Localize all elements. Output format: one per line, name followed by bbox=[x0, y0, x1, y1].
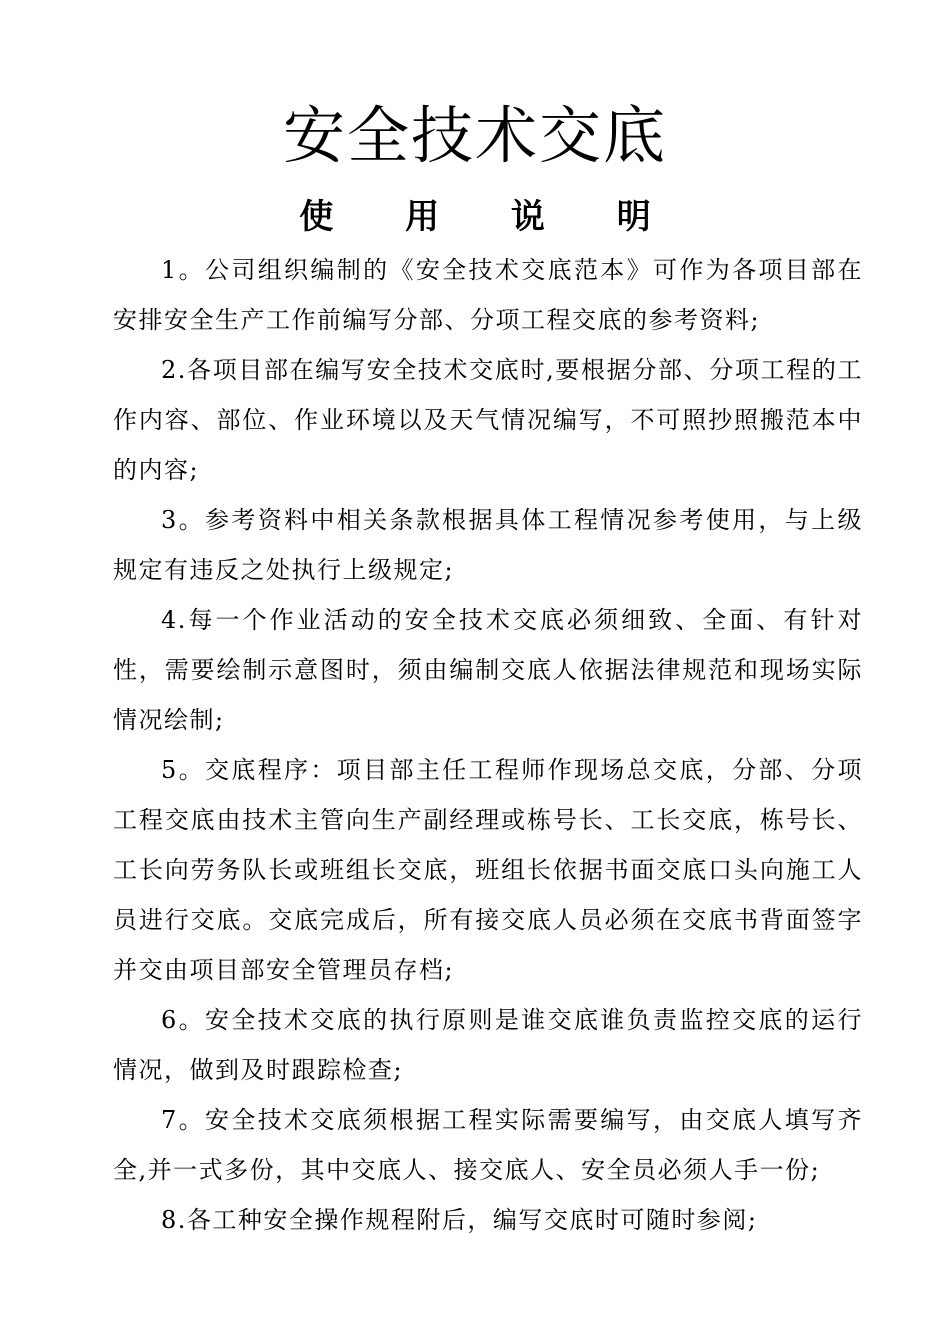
instruction-paragraph-1: 1。公司组织编制的《安全技术交底范本》可作为各项目部在安排安全生产工作前编写分部、分项工程交底的参考资料; bbox=[113, 256, 863, 334]
document-title: 安全技术交底 bbox=[282, 99, 667, 172]
instruction-paragraph-8: 8.各工种安全操作规程附后，编写交底时可随时参阅; bbox=[161, 1206, 758, 1234]
instruction-paragraph-3: 3。参考资料中相关条款根据具体工程情况参考使用，与上级规定有违反之处执行上级规定; bbox=[113, 506, 863, 584]
instructions-body bbox=[113, 245, 863, 1245]
instruction-paragraph-5: 5。交底程序：项目部主任工程师作现场总交底，分部、分项工程交底由技术主管向生产副经理或栋号长、工长交底，栋号长、工长向劳务队长或班组长交底，班组长依据书面交底口头向施工人员进行交底。交底完成后，所有接交底人员必须在交底书背面签字并交由项目部安全管理员存档; bbox=[113, 756, 863, 984]
instruction-paragraph-6: 6。安全技术交底的执行原则是谁交底谁负责监控交底的运行情况，做到及时跟踪检查; bbox=[113, 1006, 863, 1084]
instruction-paragraph-2: 2.各项目部在编写安全技术交底时,要根据分部、分项工程的工作内容、部位、作业环境以及天气情况编写，不可照抄照搬范本中的内容; bbox=[113, 356, 863, 484]
instruction-paragraph-4: 4.每一个作业活动的安全技术交底必须细致、全面、有针对性，需要绘制示意图时，须由编制交底人依据法律规范和现场实际情况绘制; bbox=[113, 606, 863, 734]
document-subtitle: 使 用 说 明 bbox=[299, 197, 681, 237]
instruction-paragraph-7: 7。安全技术交底须根据工程实际需要编写，由交底人填写齐全,并一式多份，其中交底人、接交底人、安全员必须人手一份; bbox=[113, 1106, 863, 1184]
